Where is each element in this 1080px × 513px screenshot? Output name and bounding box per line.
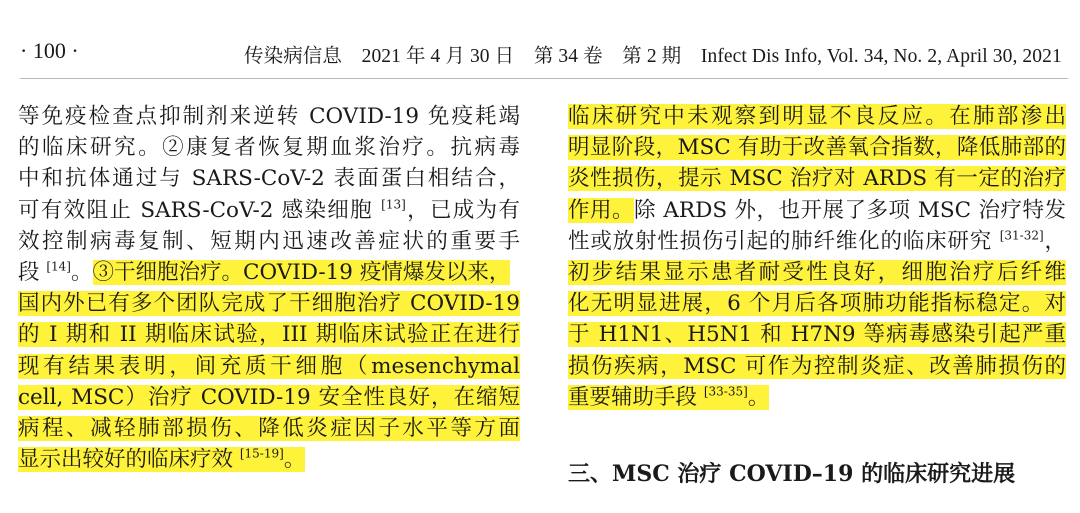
citation: [31-32] (999, 228, 1044, 243)
highlighted-line: 损伤疾病，MSC 可作为控制炎症、改善肺损伤的 (568, 353, 1066, 379)
section-heading: 三、MSC 治疗 COVID–19 的临床研究进展 (568, 461, 1016, 487)
text-line: 段 [14]。③干细胞治疗。COVID-19 疫情爆发以来， (18, 259, 511, 285)
highlighted-line: 明显阶段，MSC 有助于改善氧合指数，降低肺部的 (568, 135, 1066, 161)
highlighted-line: 现有结果表明，间充质干细胞（mesenchymal (18, 351, 520, 382)
text-line: 可有效阻止 SARS-CoV-2 感染细胞 [13]，已成为有 (18, 197, 520, 223)
highlighted-line: 的 I 期和 II 期临床试验，III 期临床试验正在进行 (18, 319, 520, 350)
text-line: 中和抗体通过与 SARS-CoV-2 表面蛋白相结合， (18, 166, 520, 192)
highlighted-line: 化无明显进展，6 个月后各项肺功能指标稳定。对 (568, 291, 1066, 317)
citation: [13] (381, 197, 406, 212)
highlighted-line: 国内外已有多个团队完成了干细胞治疗 COVID-19 (18, 291, 520, 317)
running-head: 传染病信息 2021 年 4 月 30 日 第 34 卷 第 2 期 Infect Dis Info, Vol. 34, No. 2, April 30, 2021 (244, 46, 1062, 67)
citation: [33-35] (703, 384, 748, 399)
text-line: 效控制病毒复制、短期内迅速改善症状的重要手 (18, 228, 520, 254)
right-column (568, 101, 1066, 413)
highlighted-text: ③干细胞治疗。COVID-19 疫情爆发以来， (92, 259, 511, 285)
highlighted-line: 炎性损伤，提示 MSC 治疗对 ARDS 有一定的治疗 (568, 166, 1066, 192)
page-header (0, 0, 1080, 78)
text-line: 作用。除 ARDS 外，也开展了多项 MSC 治疗特发 (568, 197, 1066, 223)
highlighted-line: cell, MSC）治疗 COVID-19 安全性良好，在缩短 (18, 384, 520, 410)
highlighted-line: 初步结果显示患者耐受性良好，细胞治疗后纤维 (568, 259, 1066, 285)
text-line: 性或放射性损伤引起的肺纤维化的临床研究 [31-32]， (568, 228, 1066, 254)
citation: [14] (46, 259, 71, 274)
header-rule (20, 78, 1068, 79)
text-line: 等免疫检查点抑制剂来逆转 COVID-19 免疫耗竭 (18, 104, 520, 129)
highlighted-line: 重要辅助手段 [33-35]。 (568, 384, 770, 410)
page-number: · 100 · (20, 38, 79, 63)
highlighted-line: 病程、减轻肺部损伤、降低炎症因子水平等方面 (18, 415, 520, 441)
left-column (18, 101, 520, 475)
text-line: 的临床研究。②康复者恢复期血浆治疗。抗病毒 (18, 135, 520, 161)
citation: [15-19] (239, 446, 284, 461)
highlighted-line: 于 H1N1、H5N1 和 H7N9 等病毒感染引起严重 (568, 319, 1066, 350)
highlighted-line: 显示出较好的临床疗效 [15-19]。 (18, 446, 306, 473)
highlighted-text: 作用。 (568, 197, 635, 223)
highlighted-line: 临床研究中未观察到明显不良反应。在肺部渗出 (568, 104, 1066, 129)
